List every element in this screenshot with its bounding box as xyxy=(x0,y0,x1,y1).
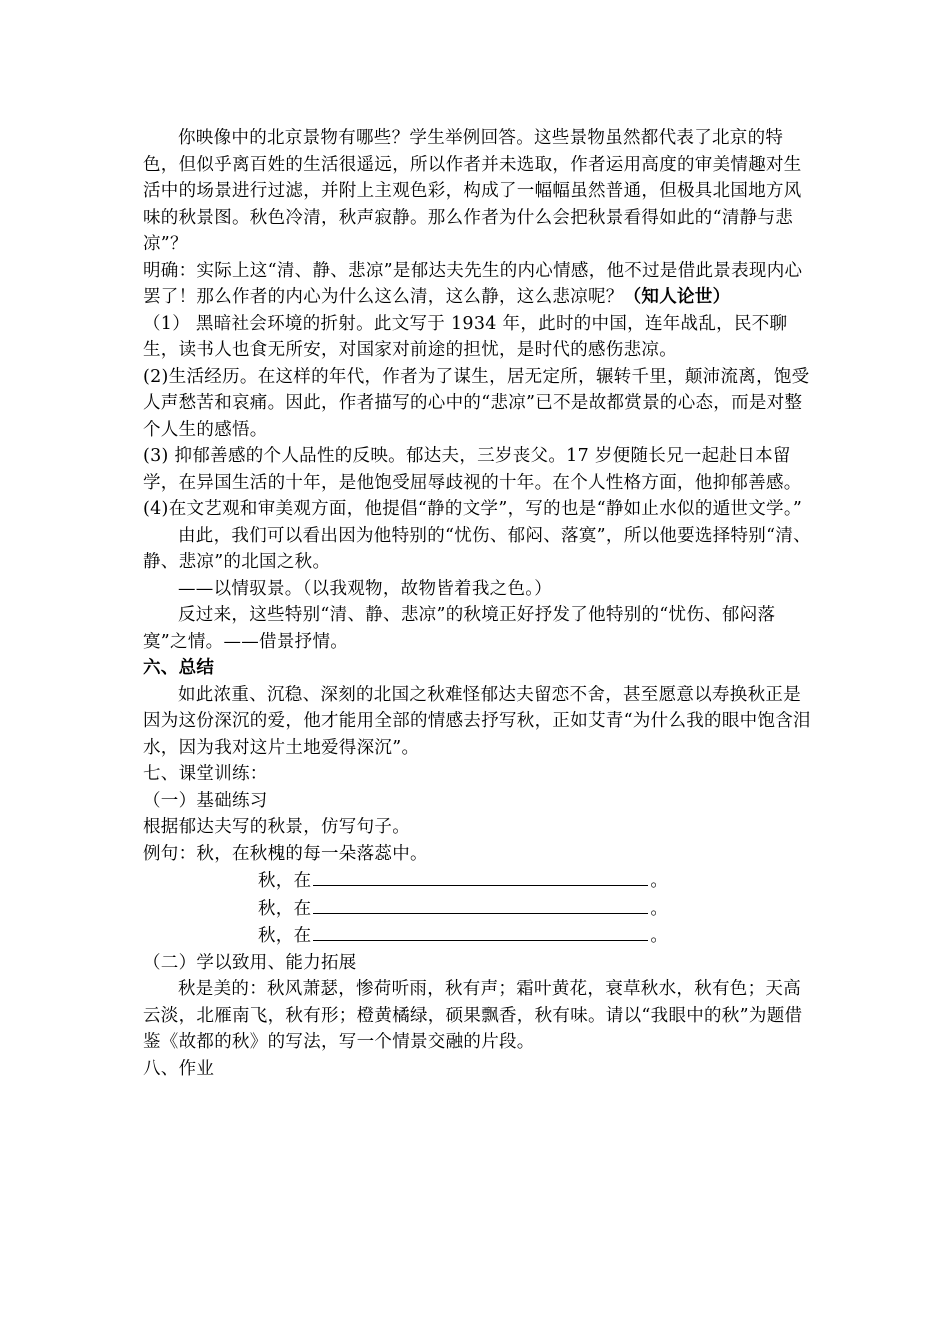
subheading-extension: （二）学以致用、能力拓展 xyxy=(143,952,357,973)
paragraph-example: 例句：秋，在秋槐的每一朵落蕊中。 xyxy=(143,843,428,864)
answer-text: 明确：实际上这“清、静、悲凉”是郁达夫先生的内心情感，他不过是借此景表现内心罢了！那么作者的内心为什么这么清，这么静，这么悲凉呢？ xyxy=(143,260,803,307)
paragraph-point-2: (2)生活经历。在这样的年代，作者为了谋生，居无定所，辗转千里，颠沛流离，饱受人声愁苦和哀痛。因此，作者描写的心中的“悲凉”已不是故都赏景的心态，而是对整个人生的感悟。 xyxy=(143,366,810,440)
paragraph-conclusion-3: 反过来，这些特别“清、静、悲凉”的秋境正好抒发了他特别的“忧伤、郁闷落寞”之情。——借景抒情。 xyxy=(143,605,776,652)
fill-prefix: 秋，在 xyxy=(258,871,312,891)
blank-underline xyxy=(313,895,648,914)
blank-underline xyxy=(313,922,648,941)
section-heading-summary: 六、总结 xyxy=(143,658,215,678)
paragraph-conclusion-2: ——以情驭景。（以我观物，故物皆着我之色。） xyxy=(178,578,553,599)
paragraph-extension: 秋是美的：秋风萧瑟，惨荷听雨，秋有声；霜叶黄花，衰草秋水，秋有色；天高云淡，北雁南飞，秋有形；橙黄橘绿，硕果飘香，秋有味。请以“我眼中的秋”为题借鉴《故都的秋》的写法，写一个情景交融的片段。 xyxy=(143,979,803,1052)
fill-prefix: 秋，在 xyxy=(258,898,312,919)
paragraph-summary: 如此浓重、沉稳、深刻的北国之秋难怪郁达夫留恋不舍，甚至愿意以寿换秋正是因为这份深沉的爱，他才能用全部的情感去抒写秋，正如艾青“为什么我的眼中饱含泪水，因为我对这片土地爱得深沉”。 xyxy=(143,684,811,758)
paragraph-answer xyxy=(143,258,811,311)
fill-in-line xyxy=(143,895,811,923)
fill-prefix: 秋，在 xyxy=(258,926,312,946)
paragraph-point-1: （1） 黑暗社会环境的折射。此文写于 1934 年，此时的中国，连年战乱，民不聊生，读书人也食无所安，对国家对前途的担忧，是时代的感伤悲凉。 xyxy=(143,313,788,360)
answer-bold-note: （知人论世） xyxy=(623,287,731,307)
blank-underline xyxy=(313,867,648,886)
paragraph-instruction: 根据郁达夫写的秋景，仿写句子。 xyxy=(143,817,410,837)
subheading-basic: （一）基础练习 xyxy=(143,790,268,811)
paragraph-point-4: (4)在文艺观和审美观方面，他提倡“静的文学”，写的也是“静如止水似的遁世文学。” xyxy=(143,499,803,519)
fill-in-line xyxy=(143,922,811,950)
fill-in-line xyxy=(143,867,811,895)
fill-suffix: 。 xyxy=(650,898,669,919)
document-body xyxy=(143,125,811,1082)
paragraph-point-3: (3) 抑郁善感的个人品性的反映。郁达夫，三岁丧父。17 岁便随长兄一起赴日本留学，在异国生活的十年，是他饱受屈辱歧视的十年。在个人性格方面，他抑郁善感。 xyxy=(143,446,802,493)
paragraph-conclusion-1: 由此，我们可以看出因为他特别的“忧伤、郁闷、落寞”，所以他要选择特别“清、静、悲凉”的北国之秋。 xyxy=(143,525,811,572)
paragraph-intro: 你映像中的北京景物有哪些？学生举例回答。这些景物虽然都代表了北京的特色，但似乎离百姓的生活很遥远，所以作者并未选取，作者运用高度的审美情趣对生活中的场景进行过滤，并附上主观色彩，构成了一幅幅虽然普通，但极具北国地方风味的秋景图。秋色冷清，秋声寂静。那么作者为什么会把秋景看得如此的“清静与悲凉”？ xyxy=(143,128,802,254)
fill-suffix: 。 xyxy=(650,871,669,891)
section-heading-practice: 七、课堂训练： xyxy=(143,764,268,784)
section-heading-homework: 八、作业 xyxy=(143,1058,215,1079)
fill-suffix: 。 xyxy=(650,926,669,946)
